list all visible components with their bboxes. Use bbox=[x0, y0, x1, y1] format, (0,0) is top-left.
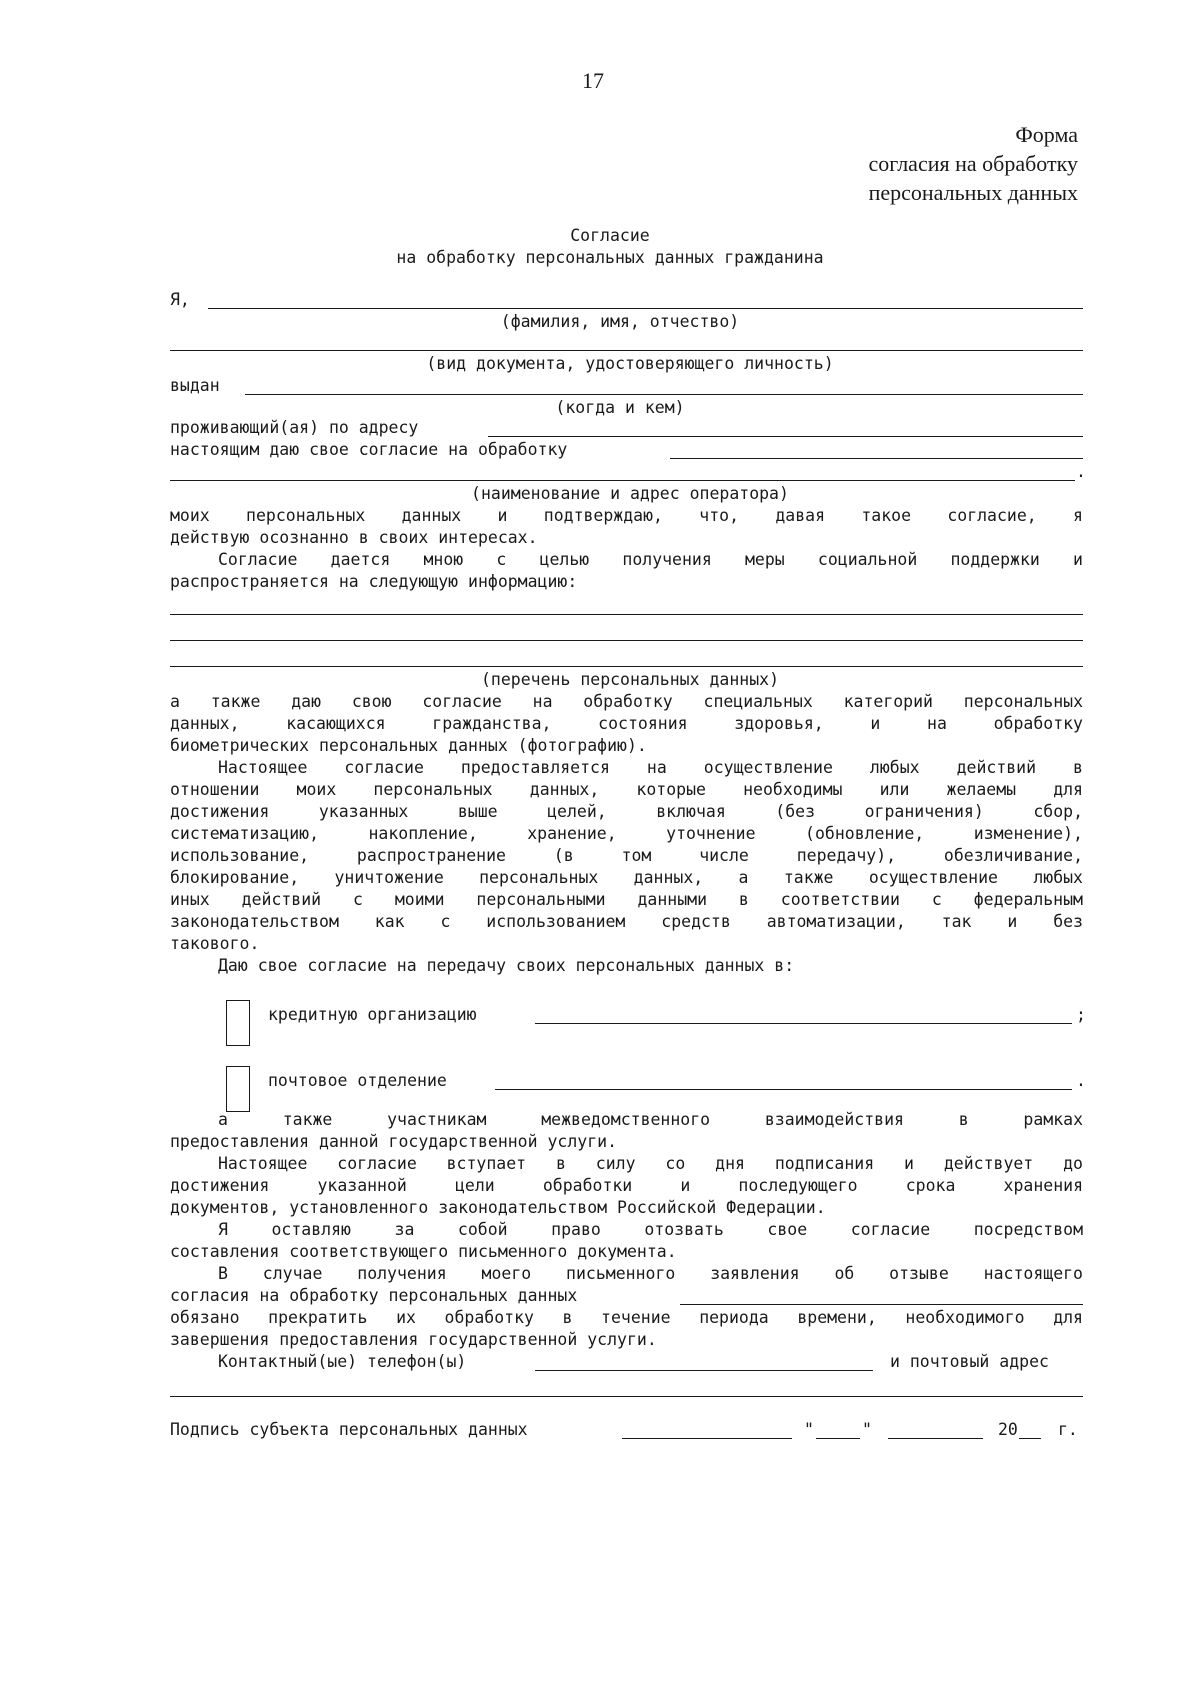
post-office-label: почтовое отделение bbox=[268, 1071, 447, 1090]
para4-line: такового. bbox=[170, 934, 260, 953]
operator-field-1[interactable] bbox=[670, 458, 1083, 459]
signature-field[interactable] bbox=[622, 1438, 792, 1439]
consent-label: настоящим даю свое согласие на обработку bbox=[170, 440, 568, 459]
para1-line: моих персональных данных и подтверждаю, что, давая такое согласие, я bbox=[170, 506, 1083, 525]
credit-organization-end: ; bbox=[1076, 1005, 1086, 1024]
address-field[interactable] bbox=[488, 436, 1083, 437]
credit-organization-label: кредитную организацию bbox=[268, 1005, 477, 1024]
para1-line: действую осознанно в своих интересах. bbox=[170, 528, 538, 547]
date-day-field[interactable] bbox=[816, 1438, 860, 1439]
address-label: проживающий(ая) по адресу bbox=[170, 418, 419, 437]
date-month-field[interactable] bbox=[888, 1438, 983, 1439]
data-list-line[interactable] bbox=[170, 666, 1083, 667]
postal-address-field[interactable] bbox=[170, 1396, 1083, 1397]
para2-line: Согласие дается мною с целью получения меры социальной поддержки и bbox=[218, 550, 1083, 569]
issued-caption: (когда и кем) bbox=[555, 398, 685, 417]
para8-line: завершения предоставления государственной услуги. bbox=[170, 1330, 657, 1349]
date-quote-close: " bbox=[862, 1420, 872, 1439]
para6-line: Настоящее согласие вступает в силу со дня подписания и действует до bbox=[218, 1154, 1083, 1173]
para8-line: согласия на обработку персональных данных bbox=[170, 1286, 578, 1305]
form-header bbox=[869, 120, 1078, 207]
data-list-line[interactable] bbox=[170, 640, 1083, 641]
para7-line: составления соответствующего письменного документа. bbox=[170, 1242, 677, 1261]
form-header-line: Форма bbox=[1015, 122, 1078, 147]
operator-caption: (наименование и адрес оператора) bbox=[471, 484, 789, 503]
date-year-field[interactable] bbox=[1019, 1438, 1041, 1439]
document-caption: (вид документа, удостоверяющего личность) bbox=[426, 354, 834, 373]
fio-field[interactable] bbox=[208, 308, 1083, 309]
date-year-prefix: 20 bbox=[998, 1420, 1018, 1439]
signature-label: Подпись субъекта персональных данных bbox=[170, 1420, 528, 1439]
para6-line: достижения указанной цели обработки и последующего срока хранения bbox=[170, 1176, 1083, 1195]
transfer-intro: Даю свое согласие на передачу своих персональных данных в: bbox=[218, 956, 795, 975]
data-list-line[interactable] bbox=[170, 614, 1083, 615]
withdrawal-operator-field[interactable] bbox=[680, 1304, 1083, 1305]
para4-line: использование, распространение (в том числе передачу), обезличивание, bbox=[170, 846, 1083, 865]
post-office-end: . bbox=[1076, 1071, 1086, 1090]
para5-line: а также участникам межведомственного взаимодействия в рамках bbox=[218, 1110, 1083, 1129]
para8-line: обязано прекратить их обработку в течение периода времени, необходимого для bbox=[170, 1308, 1083, 1327]
para2-line: распространяется на следующую информацию: bbox=[170, 572, 578, 591]
para5-line: предоставления данной государственной услуги. bbox=[170, 1132, 618, 1151]
para3-line: а также даю свою согласие на обработку специальных категорий персональных bbox=[170, 692, 1083, 711]
document-subtitle: на обработку персональных данных гражданина bbox=[396, 248, 824, 267]
para4-line: законодательством как с использованием средств автоматизации, так и без bbox=[170, 912, 1083, 931]
para7-line: Я оставляю за собой право отозвать свое согласие посредством bbox=[218, 1220, 1083, 1239]
issued-label: выдан bbox=[170, 376, 220, 395]
date-year-suffix: г. bbox=[1058, 1420, 1078, 1439]
issued-field[interactable] bbox=[245, 394, 1083, 395]
fio-caption: (фамилия, имя, отчество) bbox=[500, 312, 740, 331]
credit-org-checkbox[interactable] bbox=[226, 1066, 250, 1112]
form-header-line: согласия на обработку bbox=[868, 151, 1078, 176]
postal-address-label: и почтовый адрес bbox=[890, 1352, 1049, 1371]
credit-organization-field[interactable] bbox=[535, 1023, 1072, 1024]
para4-line: иных действий с моими персональными данными в соответствии с федеральным bbox=[170, 890, 1083, 909]
page-number: 17 bbox=[582, 68, 604, 93]
post-office-field[interactable] bbox=[495, 1089, 1072, 1090]
para3-line: данных, касающихся гражданства, состояния здоровья, и на обработку bbox=[170, 714, 1083, 733]
para4-line: достижения указанных выше целей, включая (без ограничения) сбор, bbox=[170, 802, 1083, 821]
contact-phone-field[interactable] bbox=[535, 1370, 873, 1371]
operator-field-end: . bbox=[1076, 462, 1086, 481]
credit-organization-checkbox[interactable] bbox=[226, 1000, 250, 1046]
para4-line: систематизацию, накопление, хранение, уточнение (обновление, изменение), bbox=[170, 824, 1083, 843]
para4-line: Настоящее согласие предоставляется на осуществление любых действий в bbox=[218, 758, 1083, 777]
operator-field-2[interactable] bbox=[170, 480, 1075, 481]
i-label: Я, bbox=[170, 290, 190, 309]
contact-phone-label: Контактный(ые) телефон(ы) bbox=[218, 1352, 467, 1371]
para8-line: В случае получения моего письменного заявления об отзыве настоящего bbox=[218, 1264, 1083, 1283]
document-title: Согласие bbox=[570, 226, 650, 245]
para6-line: документов, установленного законодательством Российской Федерации. bbox=[170, 1198, 826, 1217]
para3-line: биометрических персональных данных (фотографию). bbox=[170, 736, 647, 755]
date-quote-open: " bbox=[804, 1420, 814, 1439]
para4-line: блокирование, уничтожение персональных данных, а также осуществление любых bbox=[170, 868, 1083, 887]
para4-line: отношении моих персональных данных, которые необходимы или желаемы для bbox=[170, 780, 1083, 799]
document-field[interactable] bbox=[170, 350, 1083, 351]
form-header-line: персональных данных bbox=[868, 180, 1078, 205]
data-list-caption: (перечень персональных данных) bbox=[480, 670, 779, 689]
